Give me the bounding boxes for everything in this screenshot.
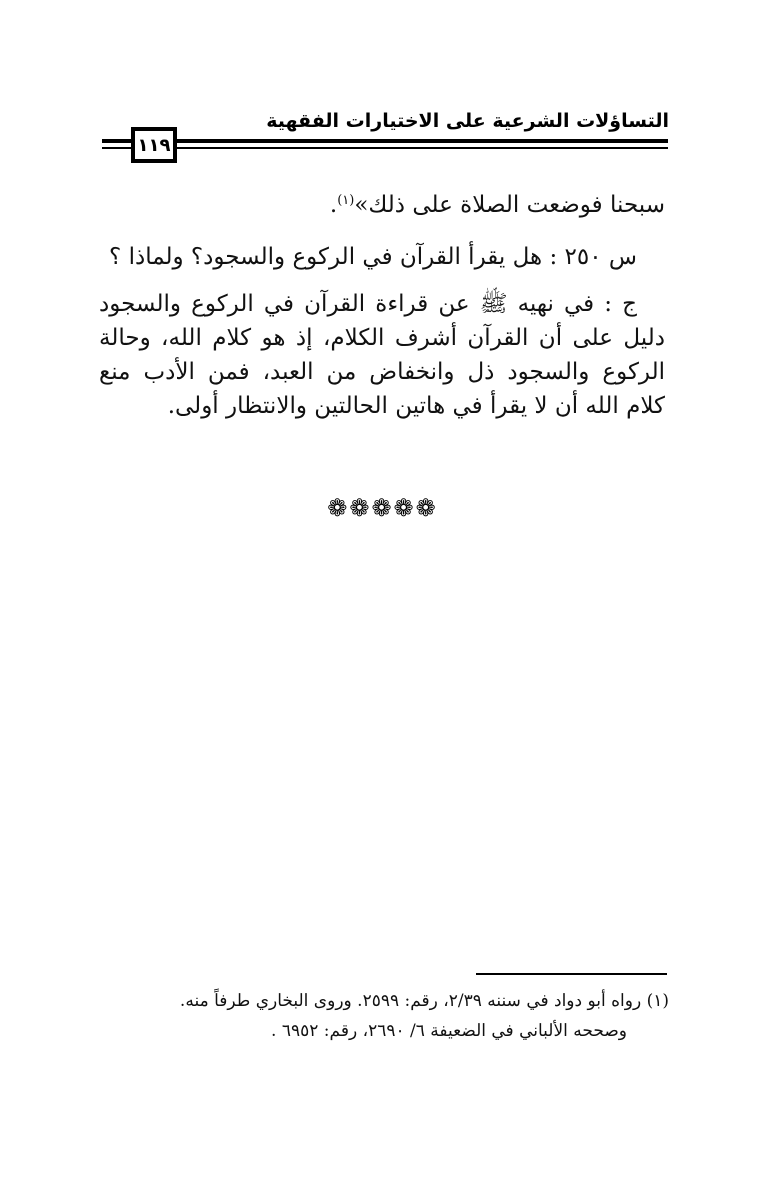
header-rule-thick — [102, 139, 668, 143]
footnote-ref: (١) — [337, 193, 355, 208]
header-rule-thin-right — [176, 147, 668, 149]
footnote-line-1: (١) رواه أبو دواد في سننه ٢/٣٩، رقم: ٢٥٩٩. وروى البخاري طرفاً منه. — [179, 991, 669, 1011]
continuation-end: . — [329, 192, 338, 218]
continuation-line — [99, 188, 665, 222]
answer-paragraph: ج : في نهيه ﷺ عن قراءة القرآن في الركوع والسجود دليل على أن القرآن أشرف الكلام، إذ هو كلام الله، وحالة الركوع والسجود ذل وانخفاض من العبد، فمن الأدب منع كلام الله أن لا يقرأ في هاتين الحالتين والانتظار أولى. — [99, 291, 665, 419]
footnote-separator — [476, 973, 667, 975]
page-number: ١١٩ — [131, 127, 177, 163]
continuation-text: سبحنا فوضعت الصلاة على ذلك» — [354, 192, 665, 218]
footnote-line-2: وصححه الألباني في الضعيفة ٦/ ٢٦٩٠، رقم: ٦٩٥٢ . — [271, 1021, 627, 1041]
running-header-title: التساؤلات الشرعية على الاختيارات الفقهية — [266, 110, 669, 132]
section-ornament: ❁❁❁❁❁ — [327, 494, 438, 522]
question-text: س ٢٥٠ : هل يقرأ القرآن في الركوع والسجود؟ ولماذا ؟ — [109, 244, 637, 270]
header-rule-thin-left — [102, 147, 134, 149]
